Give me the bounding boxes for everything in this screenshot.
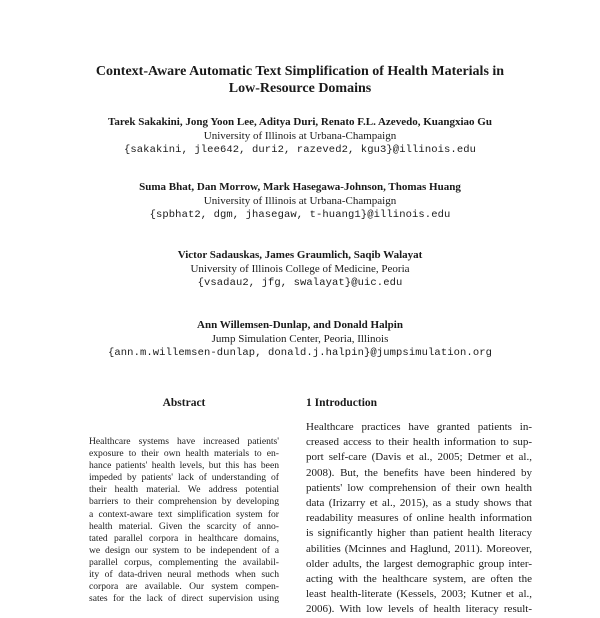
intro-line: Healthcare practices have granted patients in- bbox=[306, 421, 532, 433]
author-group-2 bbox=[40, 180, 560, 222]
intro-line: least health-literate (Kessels, 2003; Kutner et al., bbox=[306, 588, 532, 601]
intro-line: acting with the healthcare system, are often the bbox=[306, 573, 532, 586]
abstract-line: exposure to their own health materials to en- bbox=[89, 448, 279, 460]
abstract-line: their health material. We address potential bbox=[89, 484, 279, 496]
author-affiliation: University of Illinois at Urbana-Champaign bbox=[203, 130, 397, 142]
introduction-heading: 1 Introduction bbox=[306, 397, 378, 409]
abstract-line: parallel corpus, complementing the availabil- bbox=[89, 556, 279, 568]
abstract-heading: Abstract bbox=[162, 397, 206, 409]
author-affiliation: Jump Simulation Center, Peoria, Illinois bbox=[211, 333, 389, 345]
abstract-line: barriers to their comprehension by developing bbox=[89, 496, 279, 508]
abstract-line: a context-aware text simplification system for bbox=[89, 508, 279, 520]
abstract-line: we design our system to be independent of a bbox=[89, 544, 279, 556]
author-affiliation: University of Illinois at Urbana-Champaign bbox=[203, 195, 397, 207]
intro-line: older adults, the largest demographic group inter- bbox=[306, 557, 532, 570]
author-names: Victor Sadauskas, James Graumlich, Saqib Walayat bbox=[177, 249, 423, 261]
abstract-line: tated parallel corpora in healthcare domains, bbox=[89, 532, 279, 544]
abstract-line: health material. Given the scarcity of anno- bbox=[89, 520, 279, 532]
intro-line: 2008). But, the benefits have been hindered by bbox=[306, 466, 532, 479]
intro-line: abilities (Mcinnes and Haglund, 2011). Moreover, bbox=[306, 542, 532, 555]
author-affiliation: University of Illinois College of Medicine, Peoria bbox=[190, 263, 410, 275]
author-group-1 bbox=[40, 115, 560, 157]
intro-line: readability measures of online health information bbox=[306, 512, 532, 525]
intro-line: port self-care (Davis et al., 2005; Detmer et al., bbox=[306, 451, 532, 464]
title-line-1: Context-Aware Automatic Text Simplification of Health Materials in bbox=[95, 64, 505, 79]
introduction-column bbox=[306, 396, 532, 618]
title-line-2: Low-Resource Domains bbox=[228, 81, 372, 96]
author-names: Tarek Sakakini, Jong Yoon Lee, Aditya Duri, Renato F.L. Azevedo, Kuangxiao Gu bbox=[108, 116, 492, 128]
abstract-line: corpora are available. Our system compen- bbox=[89, 581, 279, 593]
author-email: {ann.m.willemsen-dunlap, donald.j.halpin}@jumpsimulation.org bbox=[107, 347, 493, 359]
author-email: {sakakini, jlee642, duri2, razeved2, kgu3}@illinois.edu bbox=[123, 144, 477, 156]
abstract-line: Healthcare systems have increased patients' bbox=[89, 436, 279, 447]
abstract-line: sates for the lack of direct supervision using bbox=[89, 593, 279, 605]
abstract-column bbox=[89, 396, 279, 605]
abstract-text bbox=[89, 436, 279, 605]
abstract-line: impeded by patients' lack of understanding of bbox=[89, 472, 279, 484]
author-group-4 bbox=[40, 318, 560, 360]
author-email: {vsadau2, jfg, swalayat}@uic.edu bbox=[197, 277, 403, 289]
intro-line: is significantly higher than patient health literacy bbox=[306, 527, 532, 540]
introduction-text bbox=[306, 420, 532, 618]
paper-title bbox=[40, 63, 560, 97]
author-group-3 bbox=[40, 248, 560, 290]
intro-line: patients' low comprehension of their own health bbox=[306, 481, 532, 494]
author-names: Suma Bhat, Dan Morrow, Mark Hasegawa-Johnson, Thomas Huang bbox=[139, 181, 461, 193]
author-names: Ann Willemsen-Dunlap, and Donald Halpin bbox=[197, 319, 403, 331]
abstract-line: hance patients' health levels, but this has been bbox=[89, 460, 279, 472]
intro-line: 2006). With low levels of health literacy result- bbox=[306, 603, 532, 616]
abstract-line: ity of data-driven neural methods when such bbox=[89, 569, 279, 581]
intro-line: data (Irizarry et al., 2015), as a study shows that bbox=[306, 497, 532, 510]
intro-line: creased access to their health information to sup- bbox=[306, 436, 532, 449]
author-email: {spbhat2, dgm, jhasegaw, t-huang1}@illinois.edu bbox=[149, 209, 451, 221]
